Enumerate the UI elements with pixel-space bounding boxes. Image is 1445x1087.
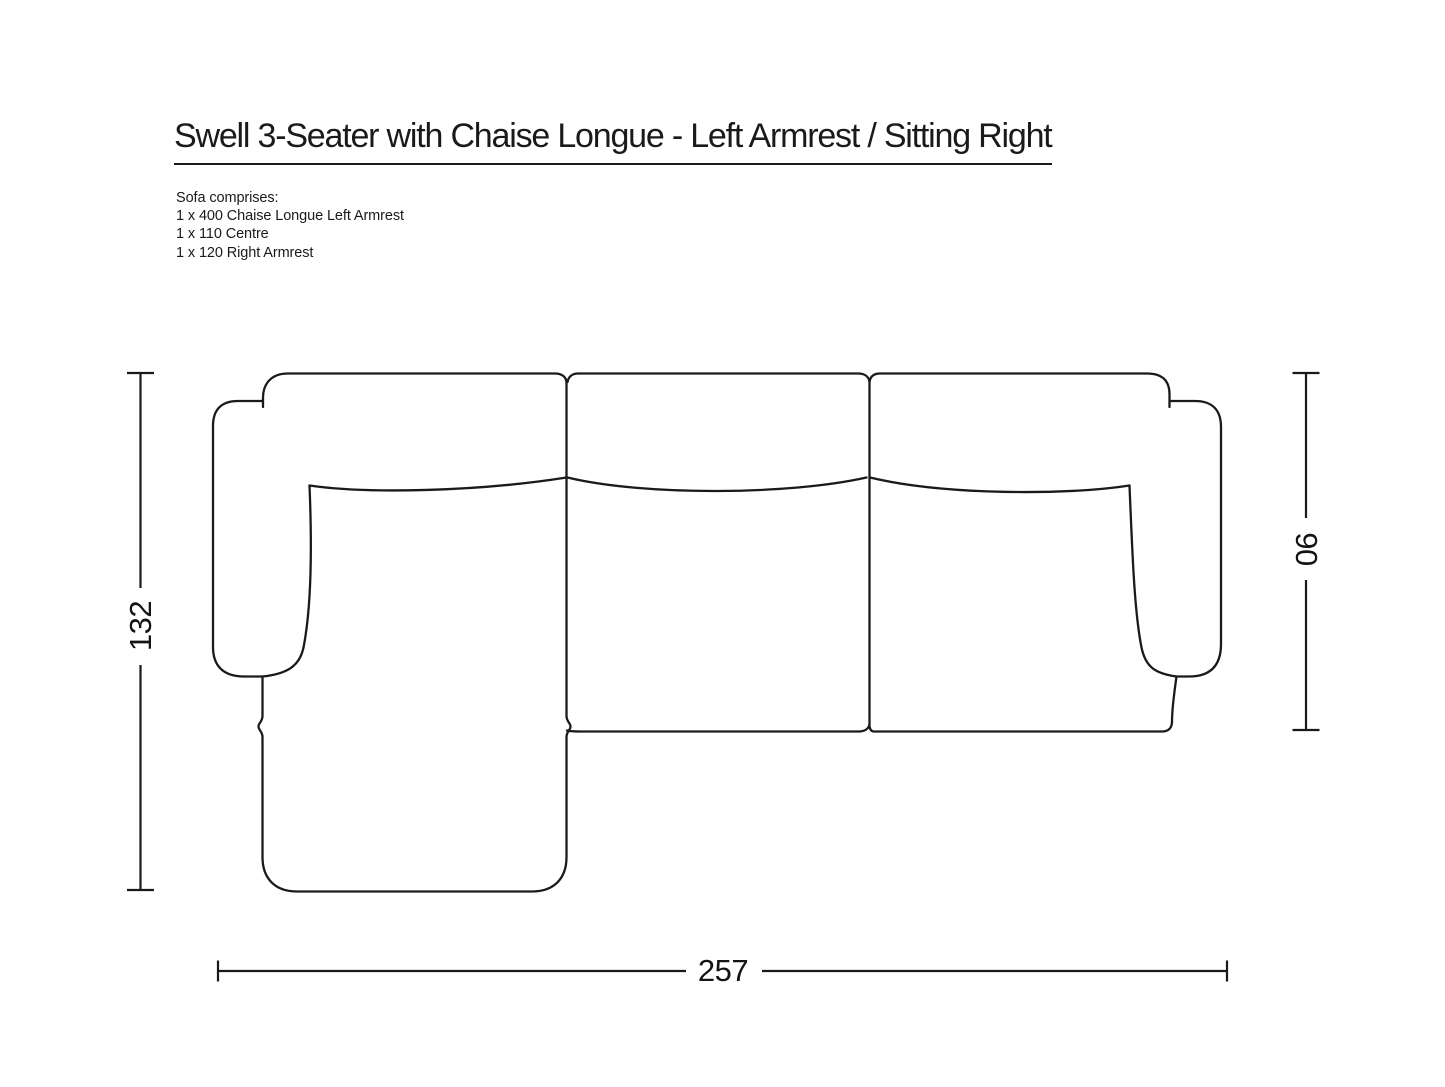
centre-module-bottom-edge — [567, 725, 870, 732]
composition-item: 1 x 400 Chaise Longue Left Armrest — [176, 208, 404, 225]
seat-curve-chaise — [310, 478, 567, 491]
right-module-top-edge — [870, 374, 1170, 408]
left-armrest-inner-edge — [263, 486, 311, 677]
seat-curve-centre — [568, 478, 867, 492]
composition-item: 1 x 120 Right Armrest — [176, 244, 314, 261]
right-armrest-outline — [870, 401, 1222, 732]
page-title: Swell 3-Seater with Chaise Longue - Left Armrest / Sitting Right — [174, 117, 1052, 165]
dimension-label-chaise-depth: 132 — [123, 600, 158, 652]
centre-module-top-edge — [568, 374, 870, 383]
composition-item: 1 x 110 Centre — [176, 226, 269, 243]
composition-heading: Sofa comprises: — [176, 190, 279, 206]
dimension-label-sofa-depth: 90 — [1289, 532, 1324, 566]
seat-curve-right — [870, 478, 1130, 493]
left-armrest-outline — [213, 401, 263, 677]
dimension-label-overall-width: 257 — [697, 953, 749, 988]
right-armrest-inner-edge — [1130, 486, 1177, 677]
